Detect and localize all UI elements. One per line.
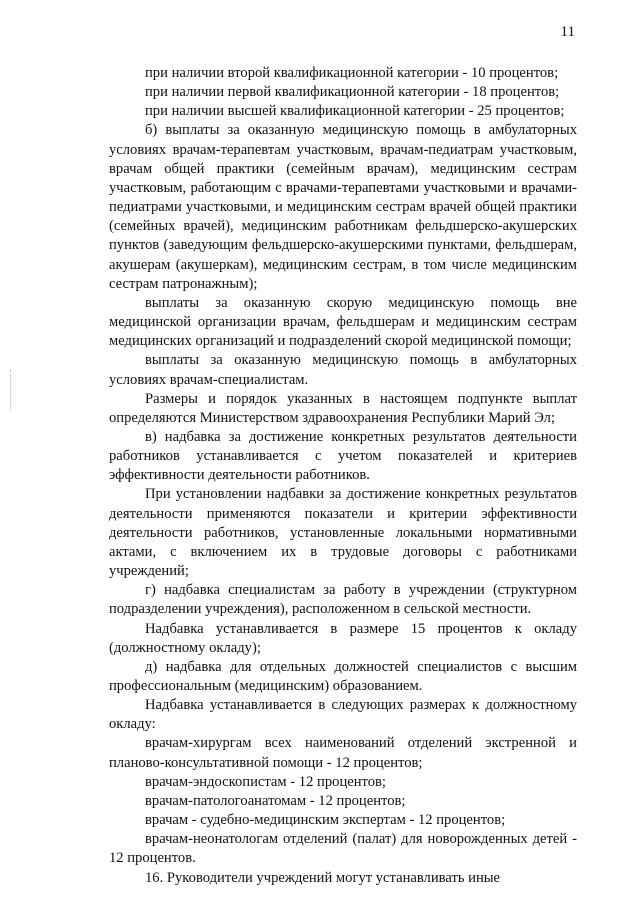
paragraph: врачам - судебно-медицинским экспертам - 12 процентов; — [145, 812, 506, 829]
paragraph: д) надбавка для отдельных должностей специалистов с высшим профессиональным (медицинским) образованием. — [109, 658, 577, 694]
paragraph: Надбавка устанавливается в размере 15 процентов к окладу (должностному окладу); — [109, 620, 577, 656]
paragraph: 16. Руководители учреждений могут устанавливать иные — [145, 869, 501, 886]
paragraph: врачам-эндоскопистам - 12 процентов; — [145, 773, 386, 790]
paragraph: при наличии второй квалификационной категории - 10 процентов; — [145, 65, 559, 81]
paragraph: б) выплаты за оказанную медицинскую помощь в амбулаторных условиях врачам-терапевтам участковым, врачам-педиатрам участковым, врачам общей практики (семейным врачам), медицинским сестрам участковым, работающим с врачами-терапевтами участковыми и врачами-педиатрами участковыми, и медицинским сестрам врачей общей практики (семейных врачей), медицинским работникам фельдшерско-акушерских пунктов (заведующим фельдшерско-акушерскими пунктами, фельдшерам, акушерам (акушеркам), медицинским сестрам, в том числе медицинским сестрам патронажным); — [109, 122, 577, 292]
paragraph: врачам-патологоанатомам - 12 процентов; — [145, 792, 406, 809]
paragraph: Размеры и порядок указанных в настоящем подпункте выплат определяются Министерством здравоохранения Республики Марий Эл; — [109, 390, 577, 426]
paragraph: при наличии высшей квалификационной категории - 25 процентов; — [145, 103, 565, 120]
paragraph: г) надбавка специалистам за работу в учреждении (структурном подразделении учреждения), расположенном в сельской местности. — [109, 582, 577, 618]
paragraph: в) надбавка за достижение конкретных результатов деятельности работников устанавливается с учетом показателей и критериев эффективности деятельности работников. — [109, 428, 577, 484]
document-body — [109, 64, 577, 888]
paragraph: При установлении надбавки за достижение конкретных результатов деятельности применяются показатели и критерии эффективности деятельности работников, установленные локальными нормативными актами, с включением их в трудовые договоры с работниками учреждений; — [109, 486, 577, 580]
paragraph: Надбавка устанавливается в следующих размерах к должностному окладу: — [109, 697, 577, 733]
scan-edge-mark — [10, 370, 13, 410]
paragraph: выплаты за оказанную скорую медицинскую помощь вне медицинской организации врачам, фельдшерам и медицинским сестрам медицинских организаций и подразделений скорой медицинской помощи; — [109, 294, 577, 350]
paragraph: врачам-хирургам всех наименований отделений экстренной и планово-консультативной помощи - 12 процентов; — [109, 735, 577, 771]
paragraph: выплаты за оказанную медицинскую помощь в амбулаторных условиях врачам-специалистам. — [109, 352, 577, 388]
paragraph: при наличии первой квалификационной категории - 18 процентов; — [145, 84, 560, 101]
page-number: 11 — [560, 24, 575, 40]
paragraph: врачам-неонатологам отделений (палат) для новорожденных детей - 12 процентов. — [109, 831, 577, 867]
